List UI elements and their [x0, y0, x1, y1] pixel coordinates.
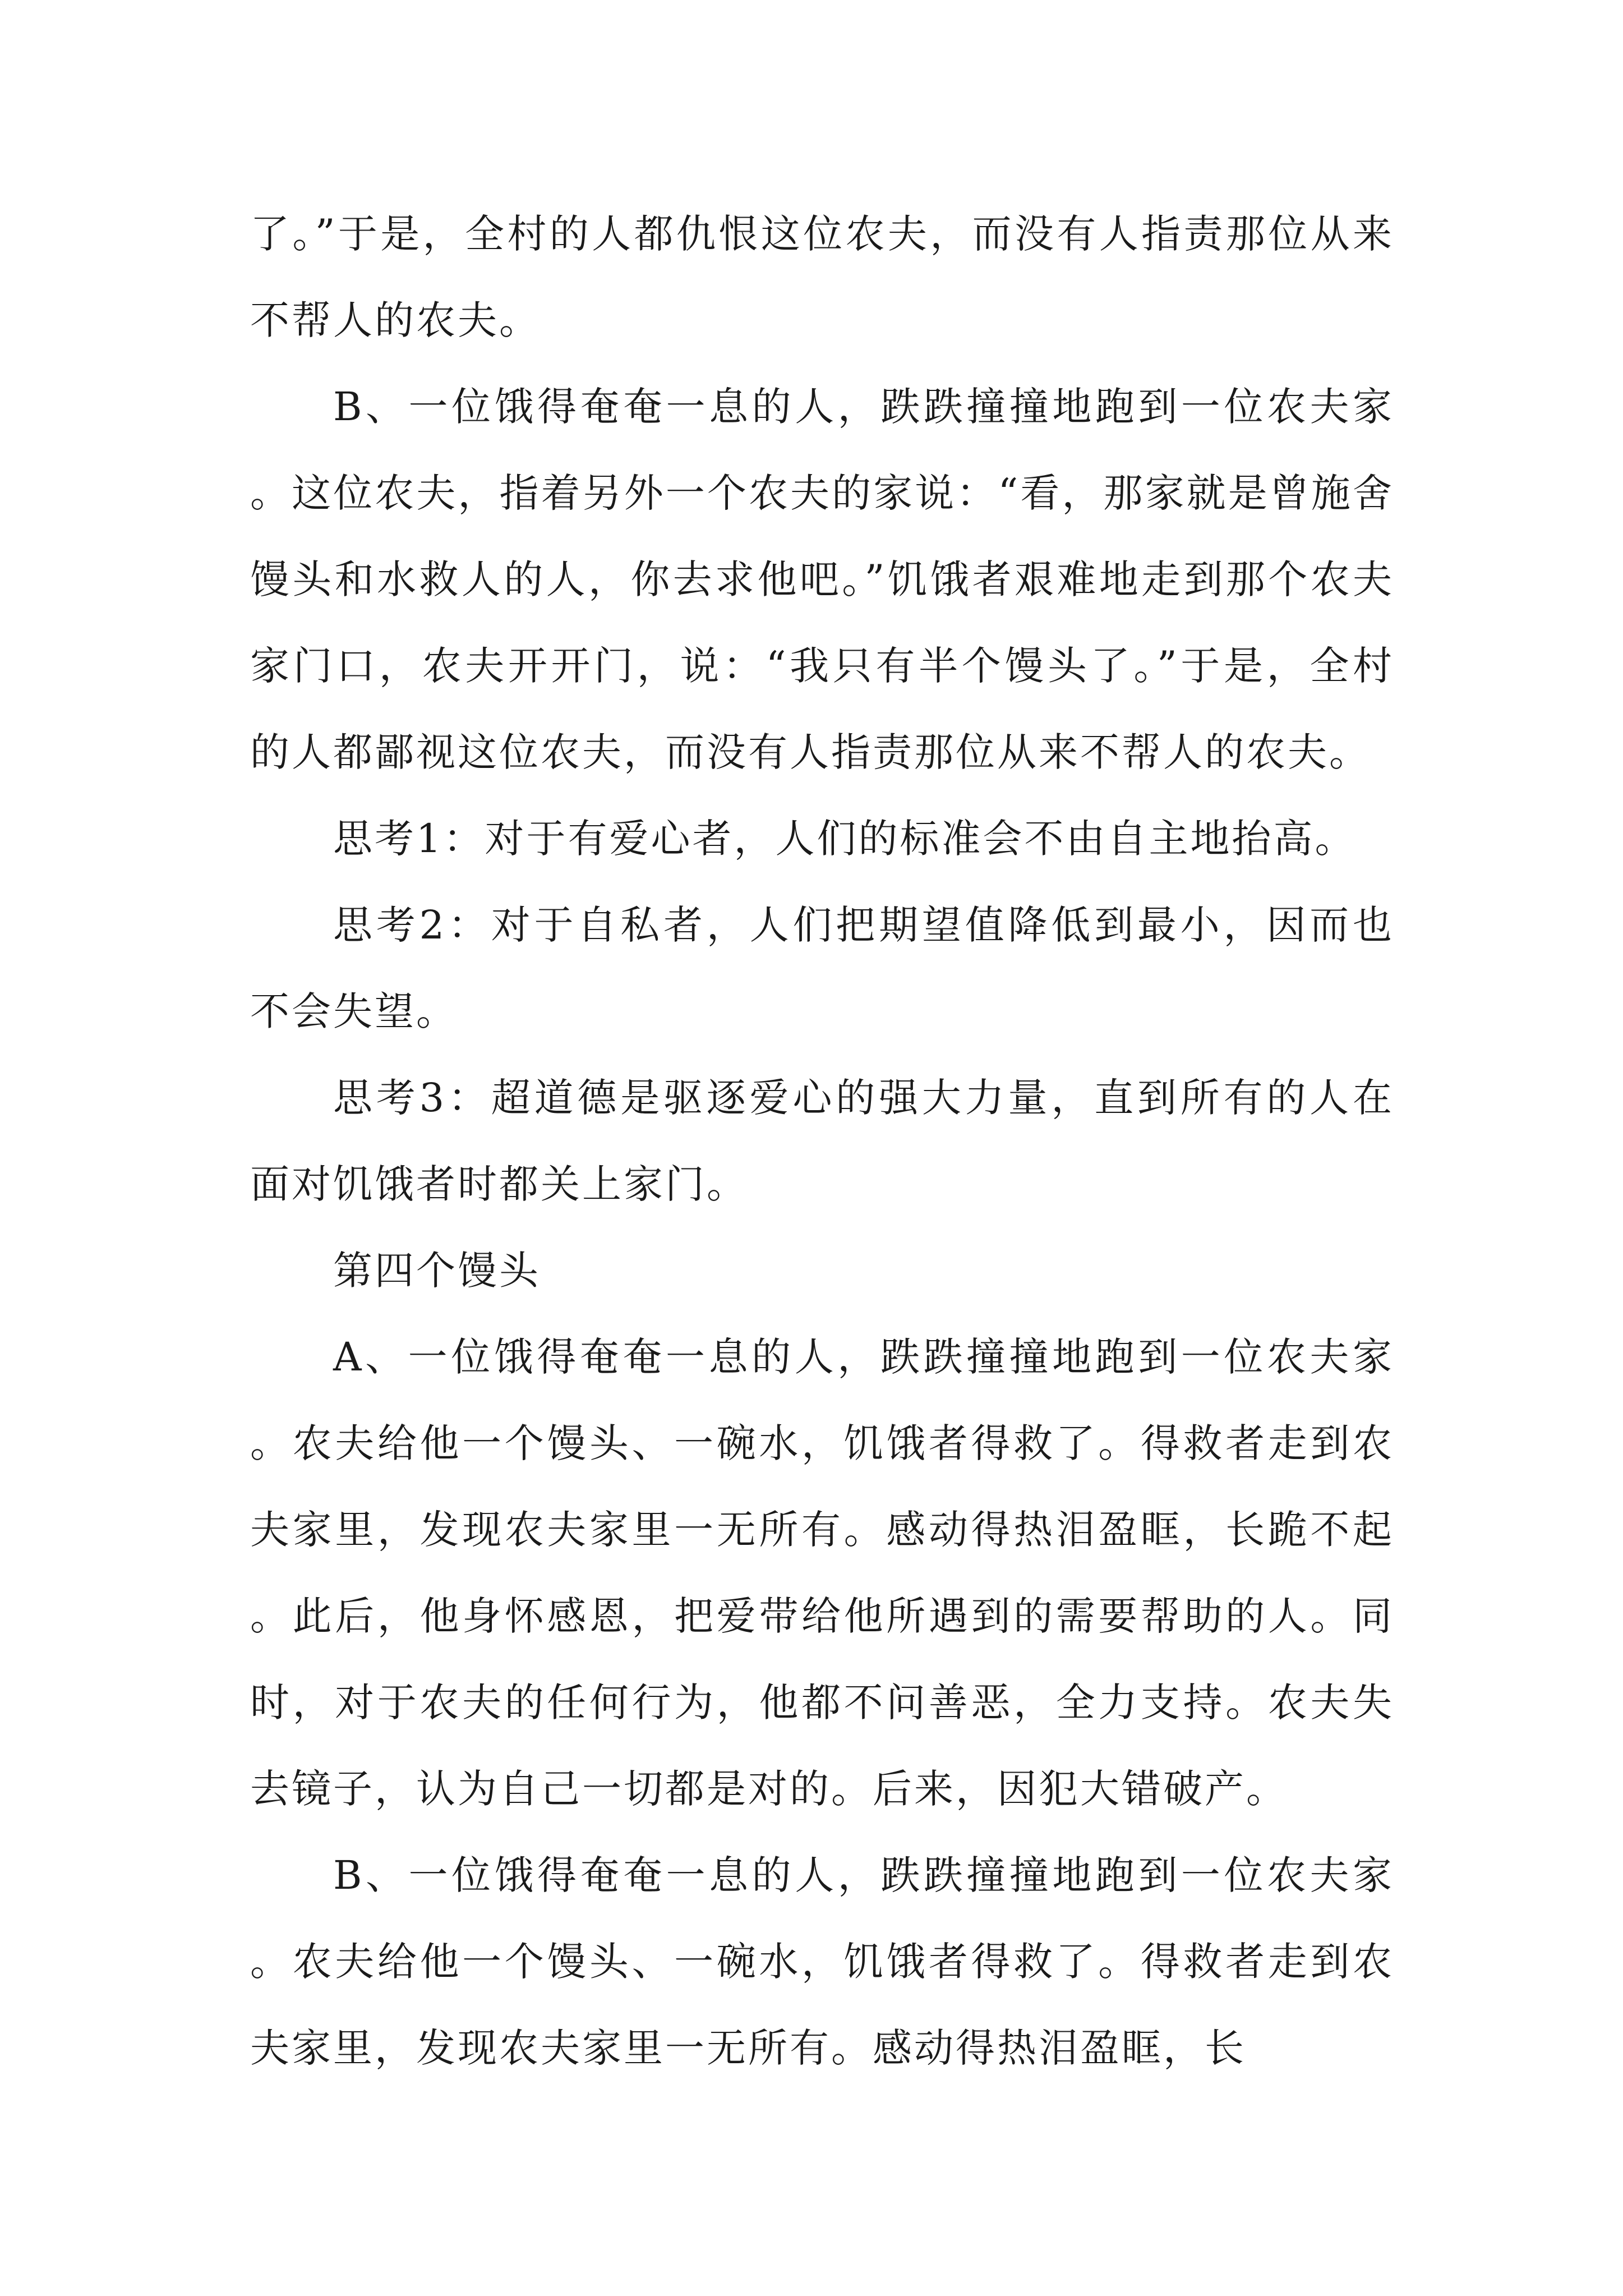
paragraph-b-fourth-bun: B、一位饿得奄奄一息的人，跌跌撞撞地跑到一位农夫家。农夫给他一个馒头、一碗水，饥饿者得救了。得救者走到农夫家里，发现农夫家里一无所有。感动得热泪盈眶，长: [250, 1852, 1394, 2071]
paragraph-thought-3: 思考3：超道德是驱逐爱心的强大力量，直到所有的人在面对饥饿者时都关上家门。: [250, 1075, 1394, 1207]
paragraph-thought-2: 思考2：对于自私者，人们把期望值降低到最小，因而也不会失望。: [250, 902, 1394, 1034]
paragraph-a-fourth-bun: A、一位饿得奄奄一息的人，跌跌撞撞地跑到一位农夫家。农夫给他一个馒头、一碗水，饥饿者得救了。得救者走到农夫家里，发现农夫家里一无所有。感动得热泪盈眶，长跪不起。此后，他身怀感恩，把爱带给他所遇到的需要帮助的人。同时，对于农夫的任何行为，他都不问善恶，全力支持。农夫失去镜子，认为自己一切都是对的。后来，因犯大错破产。: [250, 1334, 1394, 1812]
body-text: [250, 191, 1394, 2091]
paragraph-continuation: 了。”于是，全村的人都仇恨这位农夫，而没有人指责那位从来不帮人的农夫。: [250, 211, 1394, 343]
section-heading-fourth-bun: 第四个馒头: [333, 1248, 541, 1294]
paragraph-thought-1: 思考1：对于有爱心者，人们的标准会不由自主地抬高。: [333, 816, 1357, 862]
paragraph-b-third-bun: B、一位饿得奄奄一息的人，跌跌撞撞地跑到一位农夫家。这位农夫，指着另外一个农夫的家说：“看，那家就是曾施舍馒头和水救人的人，你去求他吧。”饥饿者艰难地走到那个农夫家门口，农夫开开门，说：“我只有半个馒头了。”于是，全村的人都鄙视这位农夫，而没有人指责那位从来不帮人的农夫。: [250, 384, 1394, 775]
